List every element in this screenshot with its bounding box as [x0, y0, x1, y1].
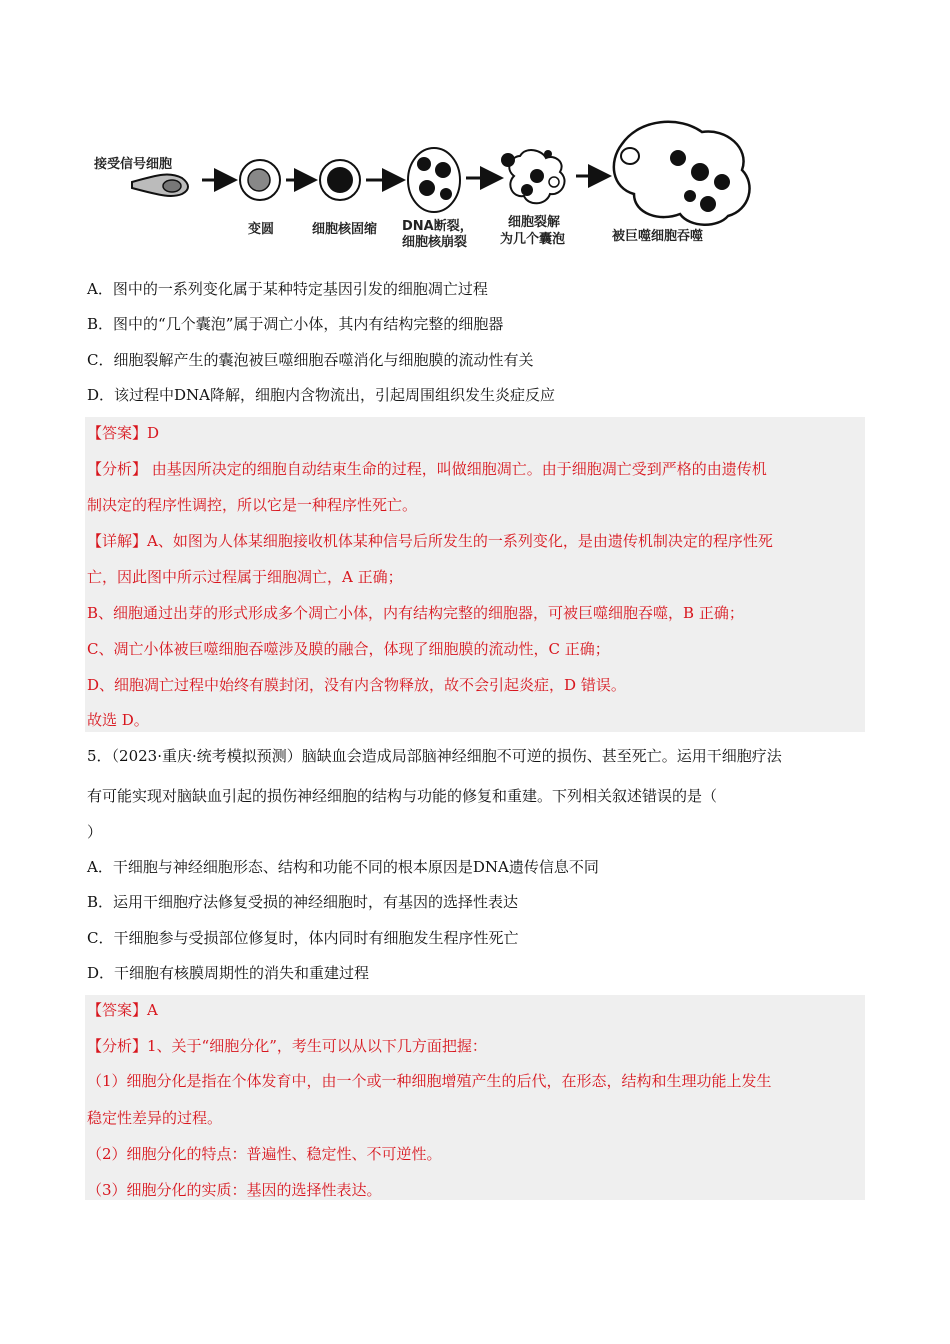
macrophage-nucleus: [621, 148, 639, 164]
q4-detail-b: B、细胞通过出芽的形式形成多个凋亡小体，内有结构完整的细胞器，可被巨噬细胞吞噬，B 正确；: [87, 604, 744, 622]
label-dna-1: DNA断裂，: [402, 219, 473, 234]
fragmented-cell: [408, 148, 460, 212]
signal-cell-nucleus: [163, 180, 181, 192]
q5-point-1-line-2: 稳定性差异的过程。: [87, 1109, 223, 1127]
q5-option-b: B．运用干细胞疗法修复受损的神经细胞时，有基因的选择性表达: [87, 893, 519, 911]
q4-answer: 【答案】D: [87, 424, 160, 442]
fragment-3: [419, 180, 435, 196]
macrophage: [614, 122, 750, 225]
engulfed-3: [714, 174, 730, 190]
apoptosis-figure: [90, 110, 760, 260]
q5-point-2: （2）细胞分化的特点：普遍性、稳定性、不可逆性。: [87, 1145, 442, 1163]
q4-detail-line-2: 亡，因此图中所示过程属于细胞凋亡，A 正确；: [87, 568, 403, 586]
fragment-4: [440, 188, 452, 200]
fragment-1: [417, 157, 431, 171]
label-dna-2: 细胞核崩裂: [402, 235, 468, 250]
vesicle-5: [549, 177, 559, 187]
vesicle-2: [530, 169, 544, 183]
q4-detail-d: D、细胞凋亡过程中始终有膜封闭，没有内含物释放，故不会引起炎症，D 错误。: [87, 676, 626, 694]
q4-detail-c: C、凋亡小体被巨噬细胞吞噬涉及膜的融合，体现了细胞膜的流动性，C 正确；: [87, 640, 610, 658]
q4-detail-line-1: 【详解】A、如图为人体某细胞接收机体某种信号后所发生的一系列变化，是由遗传机制决定的程序性死: [87, 532, 773, 550]
engulfed-1: [670, 150, 686, 166]
vesicle-1: [501, 153, 515, 167]
label-lyse-2: 为几个囊泡: [500, 232, 566, 247]
q5-stem-line-3: ）: [87, 823, 103, 841]
fragment-2: [435, 162, 451, 178]
q5-answer: 【答案】A: [87, 1001, 158, 1019]
q4-option-d: D．该过程中DNA降解，细胞内含物流出，引起周围组织发生炎症反应: [87, 386, 556, 404]
label-lyse-1: 细胞裂解: [508, 215, 561, 230]
q4-analysis-line-1: 【分析】 由基因所决定的细胞自动结束生命的过程，叫做细胞凋亡。由于细胞凋亡受到严格的由遗传机: [87, 460, 767, 478]
label-phago: 被巨噬细胞吞噬: [612, 229, 704, 244]
q5-option-c: C．干细胞参与受损部位修复时，体内同时有细胞发生程序性死亡: [87, 929, 519, 947]
apoptosis-diagram: [90, 110, 760, 260]
label-round: 变圆: [248, 222, 275, 237]
engulfed-5: [700, 196, 716, 212]
q5-option-d: D．干细胞有核膜周期性的消失和重建过程: [87, 964, 370, 982]
q4-option-c: C．细胞裂解产生的囊泡被巨噬细胞吞噬消化与细胞膜的流动性有关: [87, 351, 534, 369]
rounded-cell-nucleus: [248, 169, 270, 191]
q5-stem-line-1: 5．（2023·重庆·统考模拟预测）脑缺血会造成局部脑神经细胞不可逆的损伤、甚至死亡。运用干细胞疗法: [87, 747, 782, 765]
q4-analysis-line-2: 制决定的程序性调控，所以它是一种程序性死亡。: [87, 496, 418, 514]
label-condense: 细胞核固缩: [312, 222, 378, 237]
q5-point-3: （3）细胞分化的实质：基因的选择性表达。: [87, 1181, 382, 1199]
q4-option-a: A．图中的一系列变化属于某种特定基因引发的细胞凋亡过程: [87, 280, 488, 298]
q5-stem-line-2: 有可能实现对脑缺血引起的损伤神经细胞的结构与功能的修复和重建。下列相关叙述错误的是（: [87, 787, 718, 805]
q4-conclusion: 故选 D。: [87, 711, 149, 729]
q5-answer-box: [85, 995, 865, 1200]
q5-analysis-line-1: 【分析】1、关于“细胞分化”，考生可以从以下几方面把握：: [87, 1037, 487, 1055]
vesicle-4: [544, 150, 552, 158]
label-receive: 接受信号细胞: [94, 157, 173, 172]
q5-option-a: A．干细胞与神经细胞形态、结构和功能不同的根本原因是DNA遗传信息不同: [87, 858, 599, 876]
q4-option-b: B．图中的“几个囊泡”属于凋亡小体，其内有结构完整的细胞器: [87, 315, 504, 333]
condensed-nucleus: [327, 167, 353, 193]
engulfed-4: [684, 190, 696, 202]
engulfed-2: [691, 163, 709, 181]
vesicle-3: [521, 184, 533, 196]
q5-point-1-line-1: （1）细胞分化是指在个体发育中，由一个或一种细胞增殖产生的后代，在形态，结构和生理功能上发生: [87, 1072, 772, 1090]
